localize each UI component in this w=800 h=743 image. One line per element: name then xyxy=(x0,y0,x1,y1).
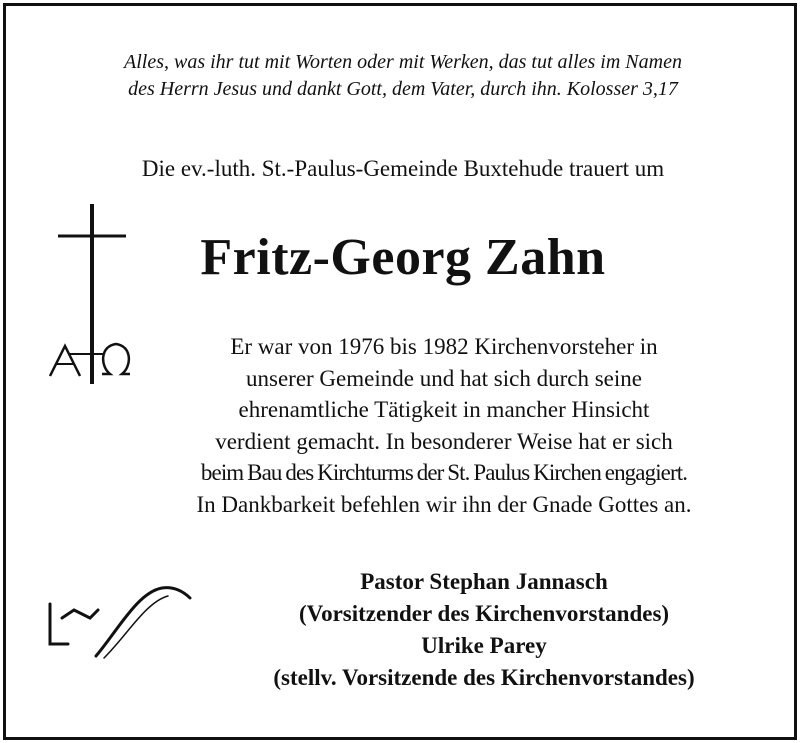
deceased-name: Fritz-Georg Zahn xyxy=(200,229,606,286)
tribute-line: Er war von 1976 bis 1982 Kirchenvorsteher in xyxy=(230,334,658,359)
obituary-notice xyxy=(3,3,797,740)
signature-name: Pastor Stephan Jannasch xyxy=(360,569,608,594)
bible-quote-line: des Herrn Jesus und dankt Gott, dem Vater, durch ihn. Kolosser 3,17 xyxy=(128,78,678,100)
tribute-line: ehrenamtliche Tätigkeit in mancher Hinsicht xyxy=(238,397,650,422)
intro-text: Die ev.-luth. St.-Paulus-Gemeinde Buxtehude trauert um xyxy=(141,156,665,181)
tribute-text xyxy=(6,331,800,520)
signature-role: (Vorsitzender des Kirchenvorstandes) xyxy=(298,601,670,626)
bible-quote-line: Alles, was ihr tut mit Worten oder mit Werken, das tut alles im Namen xyxy=(124,51,682,73)
tribute-line: beim Bau des Kirchturms der St. Paulus Kirchen engagiert. xyxy=(200,460,688,485)
tribute-line: unserer Gemeinde und hat sich durch seine xyxy=(246,365,642,391)
tribute-line: verdient gemacht. In besonderer Weise hat er sich xyxy=(215,428,673,454)
tribute-line: In Dankbarkeit befehlen wir ihn der Gnade Gottes an. xyxy=(196,491,692,517)
signatures xyxy=(6,566,800,694)
signature-role: (stellv. Vorsitzende des Kirchenvorstandes) xyxy=(273,665,695,690)
signature-name: Ulrike Parey xyxy=(421,633,547,658)
bible-quote xyxy=(6,49,800,103)
